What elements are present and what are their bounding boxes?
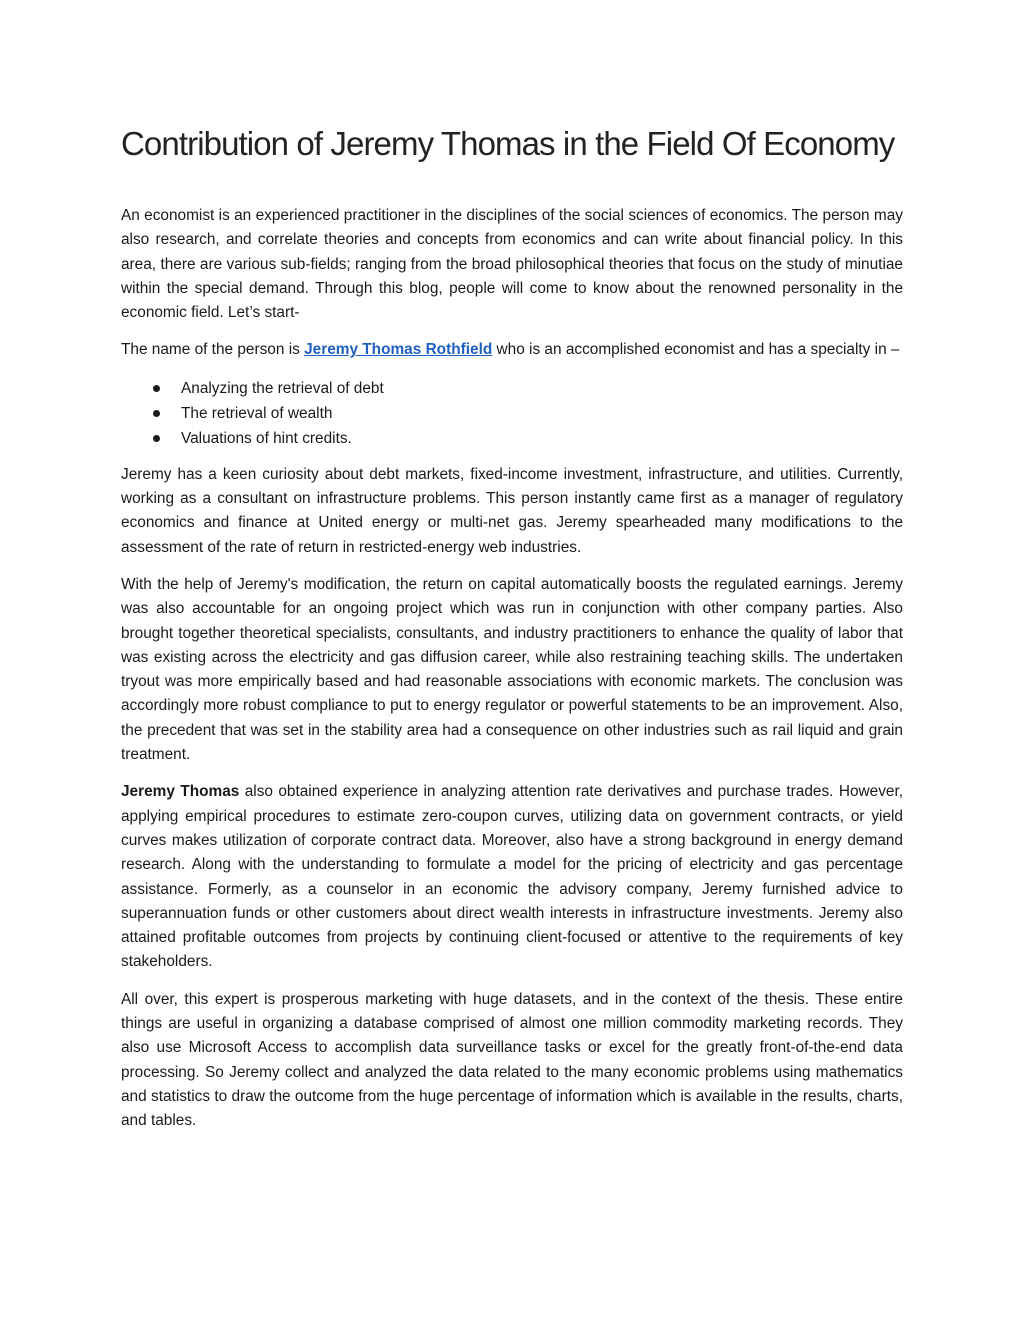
name-paragraph bbox=[121, 338, 903, 362]
list-item bbox=[151, 426, 903, 451]
bullet-icon bbox=[153, 385, 160, 392]
name-paragraph-tail: who is an accomplished economist and has a specialty in – bbox=[492, 341, 900, 359]
specialty-text: Valuations of hint credits. bbox=[181, 429, 352, 447]
bullet-icon bbox=[153, 435, 160, 442]
jeremy-thomas-bold-name: Jeremy Thomas bbox=[121, 783, 240, 801]
list-item bbox=[151, 401, 903, 426]
jeremy-thomas-rothfield-link[interactable]: Jeremy Thomas Rothfield bbox=[304, 341, 493, 359]
bullet-icon bbox=[153, 410, 160, 417]
experience-text: also obtained experience in analyzing attention rate derivatives and purchase trades. However, applying empirical procedures to estimate zero-coupon curves, utilizing data on government contracts, or yield curves makes utilization of corporate contract data. Moreover, also have a strong background in energy demand research. Along with the understanding to formulate a model for the pricing of electricity and gas percentage assistance. Formerly, as a counselor in an economic the advisory company, Jeremy furnished advice to superannuation funds or other customers about direct wealth interests in infrastructure investments. Jeremy also attained profitable outcomes from projects by continuing client-focused or attentive to the requirements of key stakeholders. bbox=[121, 783, 903, 971]
experience-paragraph bbox=[121, 780, 903, 974]
page-title: Contribution of Jeremy Thomas in the Field Of Economy bbox=[121, 125, 895, 162]
list-item bbox=[151, 376, 903, 401]
specialty-text: Analyzing the retrieval of debt bbox=[181, 379, 384, 397]
name-paragraph-lead: The name of the person is bbox=[121, 341, 305, 359]
specialty-text: The retrieval of wealth bbox=[181, 404, 333, 422]
document-page bbox=[121, 122, 903, 1147]
specialties-list bbox=[121, 376, 903, 451]
conclusion-paragraph: All over, this expert is prosperous marketing with huge datasets, and in the context of the thesis. These entire things are useful in organizing a database comprised of almost one million commodity marketing records. They also use Microsoft Access to accomplish data surveillance tasks or excel for the greatly front-of-the-end data processing. So Jeremy collect and analyzed the data related to the many economic problems using mathematics and statistics to draw the outcome from the huge percentage of information which is available in the results, charts, and tables. bbox=[121, 990, 903, 1130]
modification-paragraph: With the help of Jeremy's modification, the return on capital automatically boosts the regulated earnings. Jeremy was also accountable for an ongoing project which was run in conjunction with other company parties. Also brought together theoretical specialists, consultants, and industry practitioners to enhance the quality of labor that was existing across the electricity and gas diffusion career, while also restraining teaching skills. The undertaken tryout was more empirically based and had reasonable associations with economic markets. The conclusion was accordingly more robust compliance to put to energy regulator or powerful statements to be an improvement. Also, the precedent that was set in the stability area had a consequence on other industries such as rail liquid and grain treatment. bbox=[121, 575, 903, 764]
curiosity-paragraph: Jeremy has a keen curiosity about debt markets, fixed-income investment, infrastructure, and utilities. Currently, working as a consultant on infrastructure problems. This person instantly came first as a manager of regulatory economics and finance at United energy or multi-net gas. Jeremy spearheaded many modifications to the assessment of the rate of return in restricted-energy web industries. bbox=[121, 465, 903, 556]
intro-paragraph: An economist is an experienced practitioner in the disciplines of the social sciences of economics. The person may also research, and correlate theories and concepts from economics and can write about financial policy. In this area, there are various sub-fields; ranging from the broad philosophical theories that focus on the study of minutiae within the special demand. Through this blog, people will come to know about the renowned personality in the economic field. Let’s start- bbox=[121, 207, 903, 322]
